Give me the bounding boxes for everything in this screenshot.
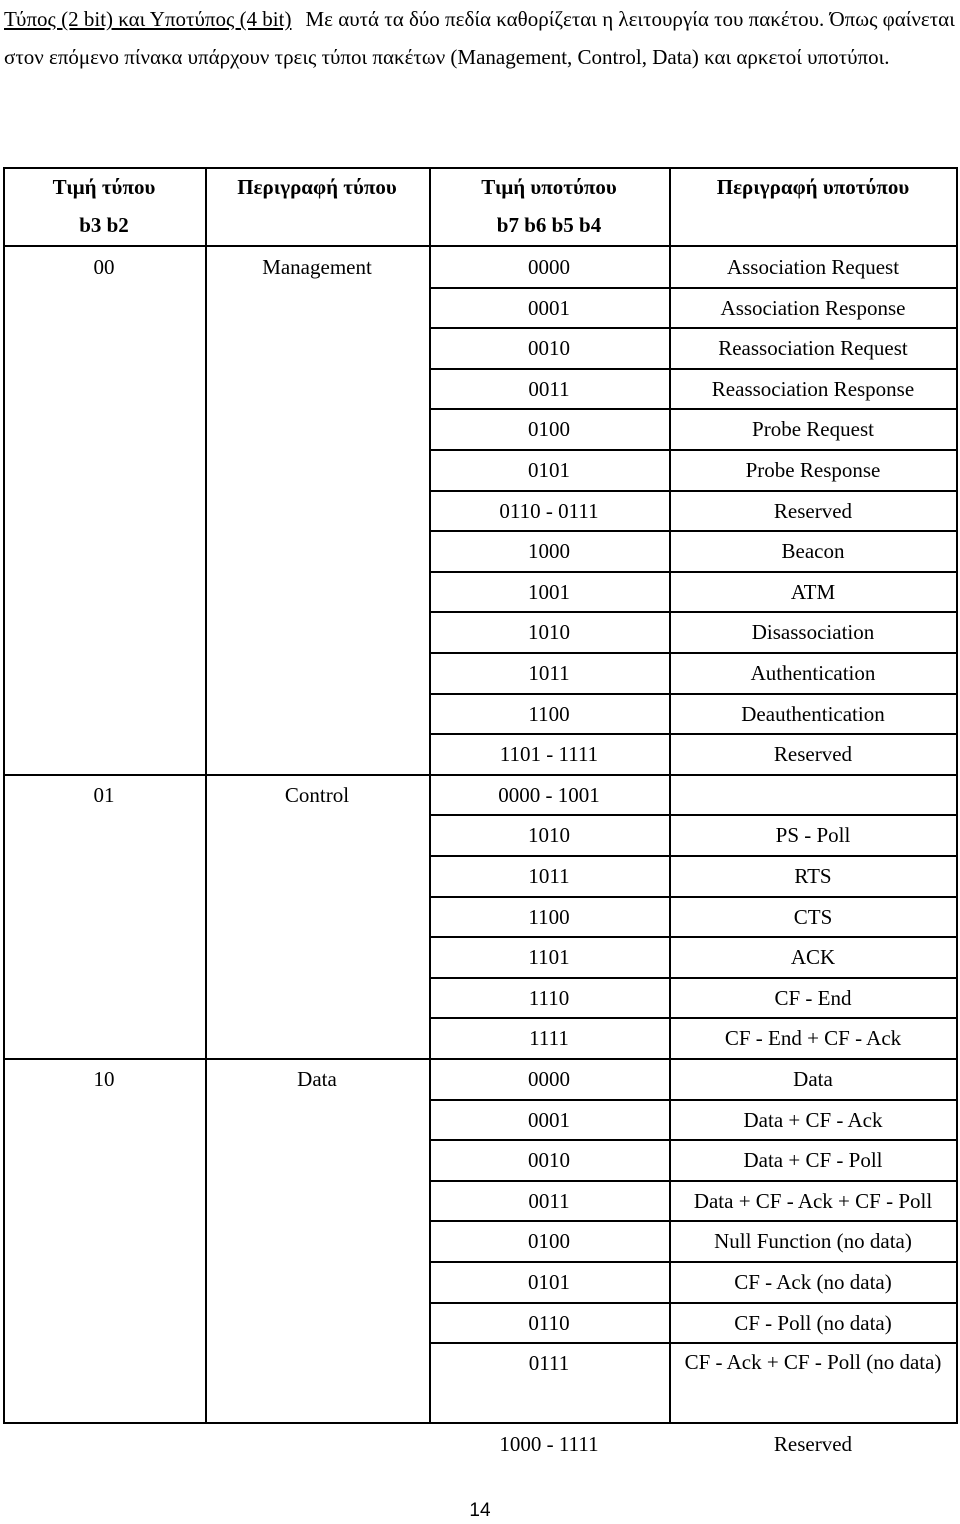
type-value-cell <box>3 1221 205 1261</box>
type-desc-cell <box>205 1262 429 1302</box>
type-value-cell <box>3 734 205 774</box>
subtype-value-cell: 0111 <box>528 1351 570 1376</box>
header-type-value: Τιμή τύπου <box>52 175 156 199</box>
type-desc-cell <box>205 856 429 896</box>
subtype-desc-cell: Authentication <box>750 661 876 685</box>
subtype-value-cell: 0101 <box>528 458 570 482</box>
subtype-desc-cell <box>669 775 957 815</box>
type-value-cell <box>3 897 205 937</box>
subtype-value-cell: 0010 <box>528 1148 570 1173</box>
subtype-value-cell: 1111 <box>529 1026 569 1051</box>
subtype-desc-cell: Null Function (no data) <box>714 1229 912 1254</box>
page-number: 14 <box>469 1500 491 1521</box>
subtype-desc-cell: CF - End + CF - Ack <box>724 1026 902 1051</box>
frame-type-table <box>3 167 958 1462</box>
subtype-desc-cell: ACK <box>790 945 836 970</box>
subtype-value-cell: 1010 <box>528 620 570 645</box>
type-value-cell <box>3 450 205 490</box>
subtype-value-cell: 0100 <box>528 1229 570 1254</box>
table-horizontal-line <box>3 167 958 169</box>
subtype-value-cell: 1000 - 1111 <box>499 1432 599 1457</box>
subtype-desc-cell: Beacon <box>781 539 845 564</box>
type-desc-cell <box>205 288 429 328</box>
intro-lead: Τύπος (2 bit) και Υποτύπος (4 bit) <box>4 7 292 31</box>
subtype-desc-cell: CF - Poll (no data) <box>734 1310 892 1335</box>
type-desc-cell <box>205 531 429 571</box>
type-desc-cell <box>205 450 429 490</box>
subtype-desc-cell: Probe Request <box>752 417 874 442</box>
subtype-value-cell: 0001 <box>528 1107 570 1132</box>
type-desc-cell <box>205 734 429 774</box>
subtype-desc-cell: ATM <box>790 579 836 604</box>
intro-paragraph <box>4 0 956 76</box>
header-subtype-value: Τιμή υποτύπου <box>481 175 617 199</box>
type-value-cell: 10 <box>93 1067 115 1091</box>
subtype-value-cell: 0100 <box>528 417 570 442</box>
subtype-desc-cell: Reserved <box>773 742 853 767</box>
type-value-cell: 01 <box>93 782 115 807</box>
subtype-value-cell: 0000 - 1001 <box>498 782 600 807</box>
subtype-desc-cell: Reassociation Response <box>711 376 915 401</box>
type-desc-cell: Control <box>284 782 350 807</box>
subtype-value-cell: 0010 <box>528 336 570 361</box>
subtype-value-cell: 1101 <box>528 945 570 970</box>
type-value-cell <box>3 288 205 328</box>
subtype-value-cell: 1001 <box>528 579 570 604</box>
type-desc-cell <box>205 491 429 531</box>
type-value-cell <box>3 572 205 612</box>
type-desc-cell <box>205 1221 429 1261</box>
type-value-cell <box>3 1303 205 1343</box>
intro-text: Με αυτά τα δύο πεδία καθορίζεται η λειτουργία του πακέτου. Όπως φαίνεται στον επόμενο πίνακα υπάρχουν τρεις τύποι πακέτων (Management, Control, Data) και αρκετοί υποτύποι. <box>4 7 955 69</box>
subtype-desc-cell: Data <box>793 1067 833 1091</box>
subtype-desc-cell: Reserved <box>773 498 853 523</box>
type-desc-cell <box>205 1181 429 1221</box>
subtype-value-cell: 1100 <box>528 904 570 929</box>
subtype-desc-cell: CF - Ack + CF - Poll (no data) <box>684 1350 942 1375</box>
subtype-desc-cell: Disassociation <box>751 620 875 645</box>
subtype-desc-cell: CTS <box>793 904 833 929</box>
subtype-desc-cell: CF - Ack (no data) <box>734 1270 892 1294</box>
header-subtype-bits: b7 b6 b5 b4 <box>496 213 602 237</box>
type-value-cell <box>3 856 205 896</box>
subtype-value-cell: 1101 - 1111 <box>499 742 599 767</box>
type-desc-cell <box>205 1018 429 1058</box>
type-value-cell <box>3 815 205 855</box>
type-desc-cell: Management <box>262 255 372 279</box>
type-desc-cell <box>205 572 429 612</box>
header-type-bits: b3 b2 <box>79 213 129 237</box>
subtype-desc-cell: PS - Poll <box>775 823 851 848</box>
subtype-value-cell: 1000 <box>528 539 570 564</box>
type-value-cell <box>3 1424 205 1464</box>
type-value-cell <box>3 369 205 409</box>
subtype-desc-cell: Deauthentication <box>741 701 885 726</box>
subtype-value-cell: 1110 <box>528 985 570 1010</box>
type-value-cell <box>3 328 205 368</box>
type-value-cell: 00 <box>93 255 115 279</box>
type-value-cell <box>3 978 205 1018</box>
type-desc-cell <box>205 815 429 855</box>
type-value-cell <box>3 694 205 734</box>
subtype-value-cell: 0000 <box>528 255 570 279</box>
type-desc-cell <box>205 369 429 409</box>
subtype-value-cell: 0001 <box>528 295 570 320</box>
type-desc-cell <box>205 897 429 937</box>
subtype-desc-cell: Data + CF - Ack + CF - Poll <box>693 1188 933 1213</box>
type-value-cell <box>3 1343 205 1383</box>
type-desc-cell <box>205 694 429 734</box>
subtype-value-cell: 1010 <box>528 823 570 848</box>
header-type-desc: Περιγραφή τύπου <box>237 175 397 199</box>
subtype-value-cell: 0011 <box>528 376 570 401</box>
type-value-cell <box>3 653 205 693</box>
subtype-desc-cell: RTS <box>794 864 832 888</box>
subtype-desc-cell: Probe Response <box>745 458 881 482</box>
type-desc-cell <box>205 1303 429 1343</box>
subtype-desc-cell: Association Request <box>726 255 900 279</box>
type-desc-cell <box>205 653 429 693</box>
type-value-cell <box>3 1018 205 1058</box>
subtype-desc-cell: Reassociation Request <box>718 336 908 361</box>
type-desc-cell <box>205 409 429 449</box>
header-subtype-desc: Περιγραφή υποτύπου <box>716 175 910 199</box>
type-value-cell <box>3 937 205 977</box>
type-value-cell <box>3 1140 205 1180</box>
subtype-desc-cell: Association Response <box>720 295 906 320</box>
subtype-value-cell: 1011 <box>528 864 570 888</box>
subtype-value-cell: 1100 <box>528 701 570 726</box>
type-desc-cell <box>205 1424 429 1464</box>
subtype-value-cell: 0101 <box>528 1270 570 1294</box>
type-value-cell <box>3 1100 205 1140</box>
type-desc-cell <box>205 978 429 1018</box>
type-value-cell <box>3 1262 205 1302</box>
type-desc-cell <box>205 1343 429 1383</box>
subtype-desc-cell: CF - End <box>774 985 852 1010</box>
subtype-desc-cell: Data + CF - Poll <box>743 1148 883 1173</box>
type-value-cell <box>3 491 205 531</box>
type-value-cell <box>3 531 205 571</box>
type-value-cell <box>3 612 205 652</box>
subtype-value-cell: 0011 <box>528 1188 570 1213</box>
type-desc-cell <box>205 937 429 977</box>
type-value-cell <box>3 1181 205 1221</box>
type-value-cell <box>3 409 205 449</box>
subtype-value-cell: 1011 <box>528 661 570 685</box>
type-desc-cell <box>205 612 429 652</box>
type-desc-cell <box>205 1100 429 1140</box>
subtype-desc-cell: Data + CF - Ack <box>743 1107 883 1132</box>
type-desc-cell <box>205 328 429 368</box>
subtype-value-cell: 0000 <box>528 1067 570 1091</box>
subtype-desc-cell: Reserved <box>773 1432 853 1457</box>
subtype-value-cell: 0110 - 0111 <box>499 498 599 523</box>
subtype-value-cell: 0110 <box>528 1310 570 1335</box>
type-desc-cell: Data <box>297 1067 337 1091</box>
type-desc-cell <box>205 1140 429 1180</box>
